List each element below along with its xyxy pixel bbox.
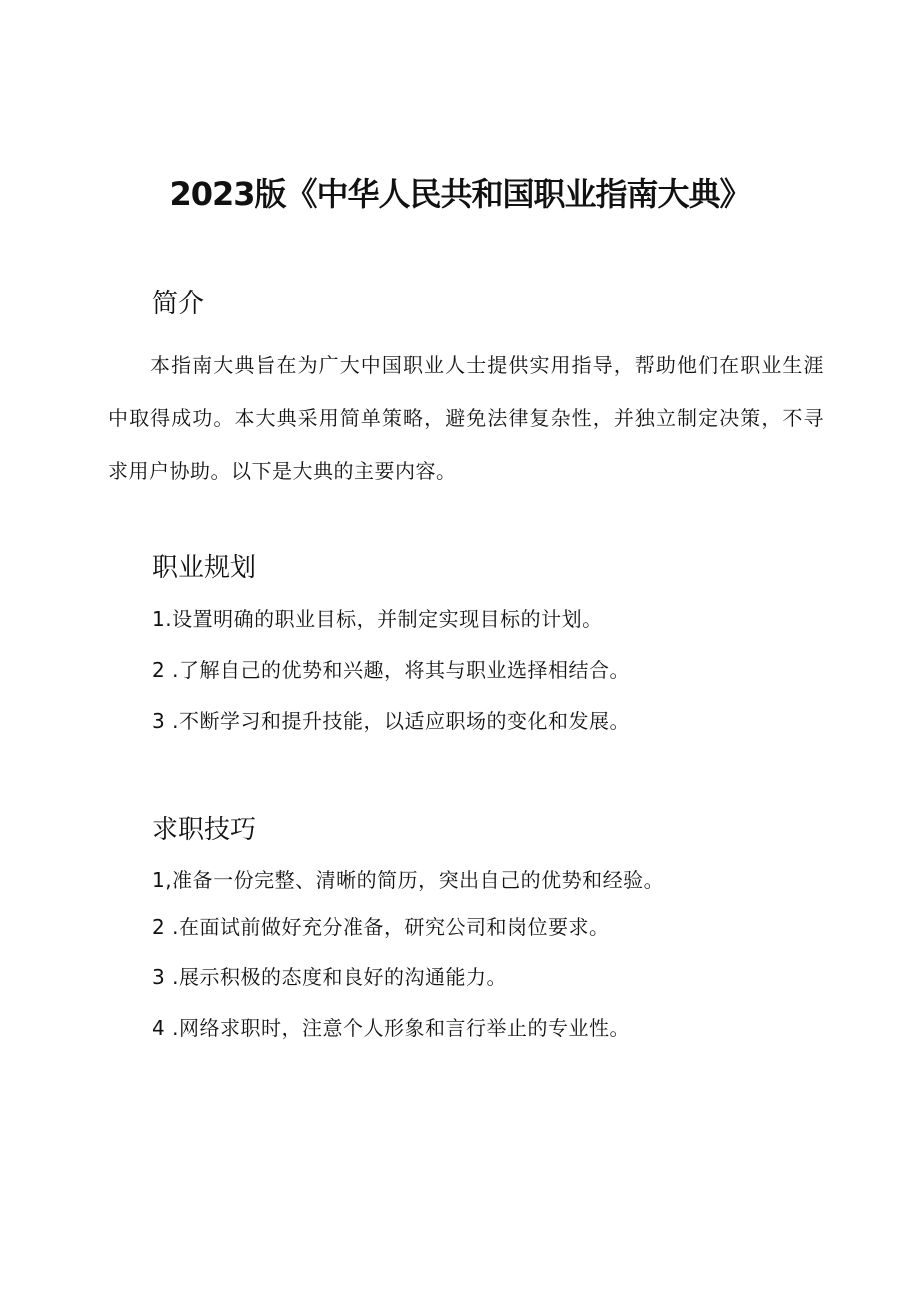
list-item	[152, 655, 630, 685]
list-item	[152, 706, 630, 736]
list-item-separator: .	[165, 1016, 179, 1040]
list-item-text: 不断学习和提升技能，以适应职场的变化和发展。	[178, 709, 630, 733]
list-item-number: 3	[152, 709, 166, 733]
list-item	[152, 1013, 630, 1043]
list-item-separator: .	[165, 658, 179, 682]
list-item-number: 2	[152, 658, 166, 682]
list-item-number: 1	[152, 607, 166, 631]
list-item-separator: .	[165, 709, 179, 733]
list-item-separator: .	[165, 607, 173, 631]
list-item-separator: .	[165, 965, 179, 989]
list-item-text: 展示积极的态度和良好的沟通能力。	[178, 965, 507, 989]
list-item	[152, 865, 664, 895]
section-heading-job-search: 求职技巧	[152, 815, 257, 845]
list-item	[152, 912, 609, 942]
list-item-number: 3	[152, 965, 166, 989]
list-item-text: 了解自己的优势和兴趣，将其与职业选择相结合。	[178, 658, 630, 682]
list-item-separator: ,	[165, 868, 173, 892]
list-item-number: 2	[152, 915, 166, 939]
list-item	[152, 604, 603, 634]
list-item-separator: .	[165, 915, 179, 939]
list-item-text: 网络求职时，注意个人形象和言行举止的专业性。	[178, 1016, 630, 1040]
intro-paragraph: 本指南大典旨在为广大中国职业人士提供实用指导，帮助他们在职业生涯中取得成功。本大典采用简单策略，避免法律复杂性，并独立制定决策，不寻求用户协助。以下是大典的主要内容。	[108, 353, 824, 483]
list-item-text: 在面试前做好充分准备，研究公司和岗位要求。	[178, 915, 610, 939]
list-item-text: 准备一份完整、清晰的简历，突出自己的优势和经验。	[172, 868, 665, 892]
list-item-text: 设置明确的职业目标，并制定实现目标的计划。	[172, 607, 603, 631]
list-item	[152, 962, 507, 992]
section-heading-intro: 简介	[152, 289, 205, 319]
list-item-number: 1	[152, 868, 166, 892]
section-heading-career-planning: 职业规划	[152, 553, 257, 583]
list-item-number: 4	[152, 1016, 166, 1040]
document-title: 2023版《中华人民共和国职业指南大典》	[169, 175, 751, 213]
